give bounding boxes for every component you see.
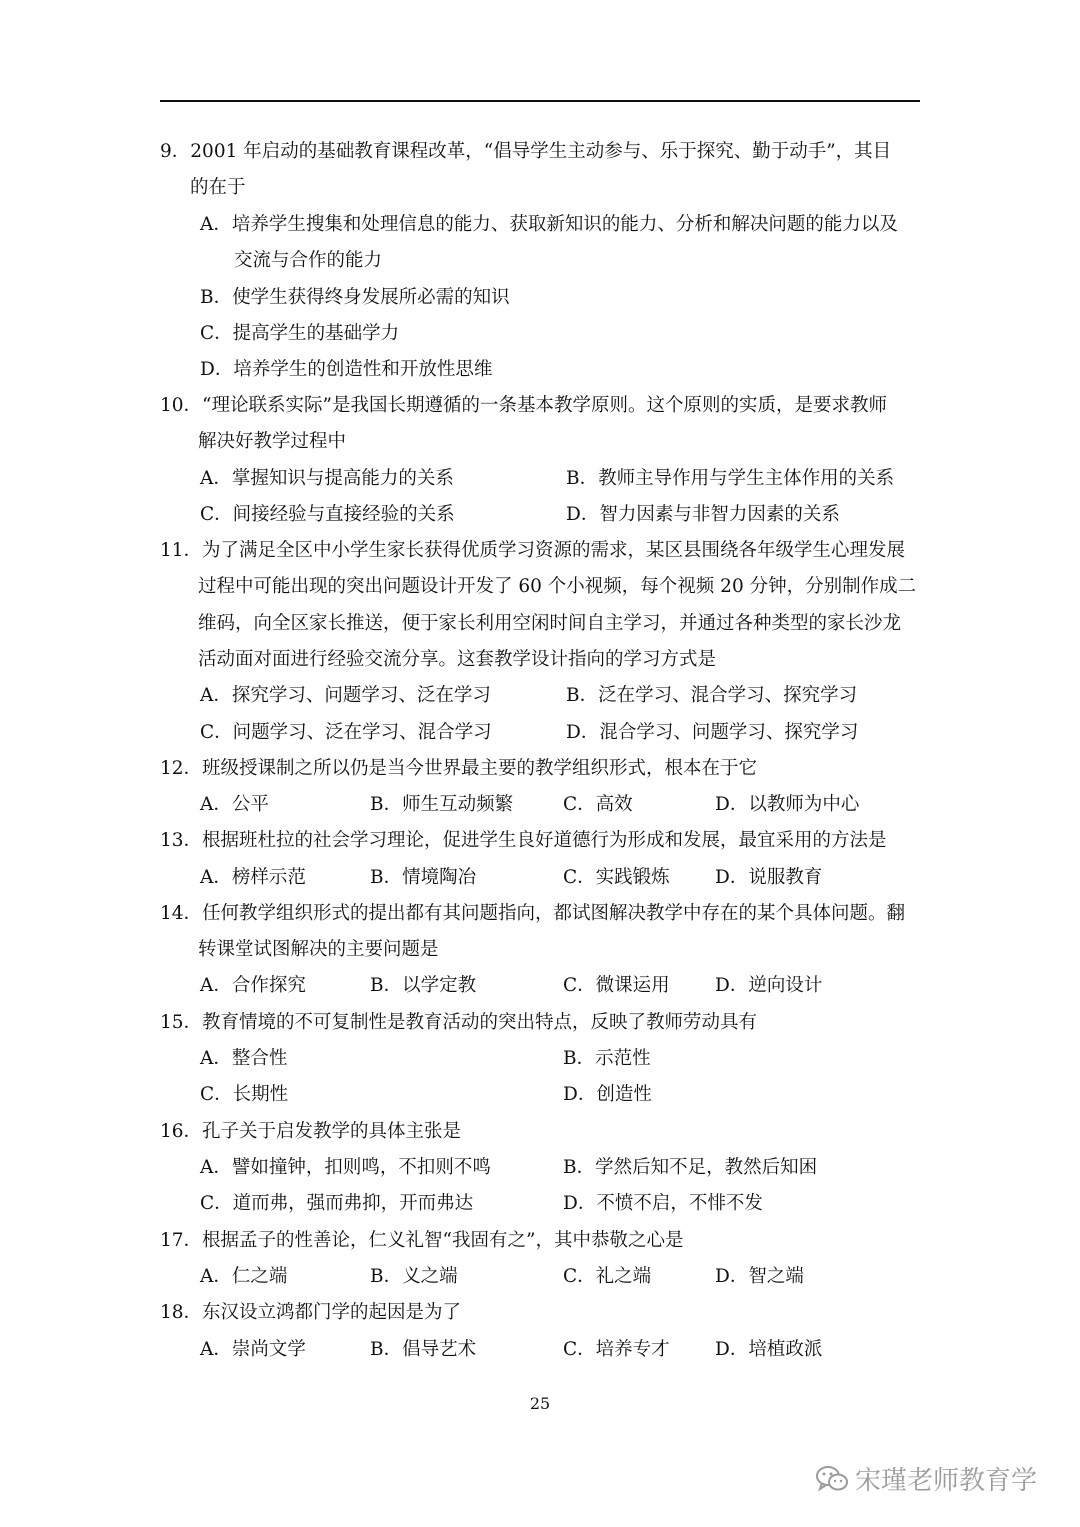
wechat-icon: [815, 1464, 849, 1494]
question-10: [160, 388, 920, 461]
option-a: A．崇尚文学: [200, 1339, 306, 1360]
option-c: C．间接经验与直接经验的关系: [200, 504, 455, 525]
option-c: C．提高学生的基础学力: [200, 323, 400, 344]
option-b: B．以学定教: [370, 975, 477, 996]
stem-line: “理论联系实际”是我国长期遵循的一条基本教学原则。这个原则的实质，是要求教师: [202, 395, 887, 416]
option-a: A．榜样示范: [200, 867, 306, 888]
stem-line: 教育情境的不可复制性是教育活动的突出特点，反映了教师劳动具有: [202, 1012, 758, 1033]
stem-line: 为了满足全区中小学生家长获得优质学习资源的需求，某区县围绕各年级学生心理发展: [202, 540, 906, 561]
question-number: 12．: [160, 758, 203, 779]
question-stem: [160, 388, 920, 424]
question-number: 10．: [160, 395, 203, 416]
question-17: [160, 1223, 920, 1259]
option-a: A．探究学习、问题学习、泛在学习: [200, 685, 491, 706]
question-number: 11．: [160, 540, 203, 561]
question-15: [160, 1005, 920, 1041]
question-9: [160, 134, 920, 207]
stem-line: 根据班杜拉的社会学习理论，促进学生良好道德行为形成和发展，最宜采用的方法是: [202, 830, 887, 851]
question-12: [160, 751, 920, 787]
header-rule: [160, 100, 920, 102]
question-stem: [160, 134, 920, 170]
option-a: A．譬如撞钟，扣则鸣，不扣则不鸣: [200, 1157, 491, 1178]
option-c: C．高效: [563, 794, 633, 815]
option-d: D．逆向设计: [715, 975, 823, 996]
question-stem: [160, 1005, 920, 1041]
page-number: 25: [529, 1394, 551, 1413]
option-d: D．智之端: [715, 1266, 804, 1287]
stem-line: 东汉设立鸿都门学的起因是为了: [202, 1302, 462, 1323]
option-b: B．师生互动频繁: [370, 794, 514, 815]
stem-line: 2001 年启动的基础教育课程改革，“倡导学生主动参与、乐于探究、勤于动手”，其目: [190, 141, 892, 162]
question-11: [160, 533, 920, 678]
question-18: [160, 1295, 920, 1331]
option-b: B．情境陶冶: [370, 867, 477, 888]
option-a: A．整合性: [200, 1048, 288, 1069]
option-b: B．使学生获得终身发展所必需的知识: [200, 287, 510, 308]
option-b: B．学然后知不足，教然后知困: [563, 1157, 818, 1178]
option-c: C．长期性: [200, 1084, 289, 1105]
question-stem: [160, 1114, 920, 1150]
question-stem: [160, 823, 920, 859]
option-b: B．倡导艺术: [370, 1339, 477, 1360]
option-d: D．创造性: [563, 1084, 652, 1105]
stem-line: 转课堂试图解决的主要问题是: [198, 939, 439, 961]
question-number: 9．: [160, 141, 191, 162]
option-b: B．义之端: [370, 1266, 458, 1287]
stem-line: 活动面对面进行经验交流分享。这套教学设计指向的学习方式是: [198, 648, 717, 670]
stem-line: 根据孟子的性善论，仁义礼智“我固有之”，其中恭敬之心是: [202, 1230, 684, 1251]
question-number: 13．: [160, 830, 203, 851]
option-d: D．以教师为中心: [715, 794, 860, 815]
question-stem: [160, 533, 920, 569]
option-a: A．掌握知识与提高能力的关系: [200, 468, 454, 489]
question-number: 14．: [160, 903, 203, 924]
option-d: D．不愤不启，不悱不发: [563, 1193, 763, 1214]
option-d: D．说服教育: [715, 867, 823, 888]
question-stem: [160, 1223, 920, 1259]
question-16: [160, 1114, 920, 1150]
stem-line: 的在于: [190, 177, 246, 199]
option-c: C．培养专才: [563, 1339, 670, 1360]
stem-line: 维码，向全区家长推送，便于家长利用空闲时间自主学习，并通过各种类型的家长沙龙: [198, 612, 902, 634]
option-d: D．培养学生的创造性和开放性思维: [200, 359, 493, 380]
option-c: C．礼之端: [563, 1266, 652, 1287]
question-stem: [160, 751, 920, 787]
question-stem: [160, 896, 920, 932]
stem-line: 班级授课制之所以仍是当今世界最主要的教学组织形式，根本在于它: [202, 758, 758, 779]
option-a: A．合作探究: [200, 975, 306, 996]
option-b: B．示范性: [563, 1048, 651, 1069]
option-d: D．混合学习、问题学习、探究学习: [566, 722, 859, 743]
option-b: B．泛在学习、混合学习、探究学习: [566, 685, 858, 706]
stem-line: 孔子关于启发教学的具体主张是: [202, 1121, 462, 1142]
option-a: A．仁之端: [200, 1266, 288, 1287]
watermark-text: 宋瑾老师教育学: [855, 1466, 1038, 1496]
option-a: A．培养学生搜集和处理信息的能力、获取新知识的能力、分析和解决问题的能力以及: [200, 214, 898, 235]
stem-line: 解决好教学过程中: [198, 431, 347, 453]
question-14: [160, 896, 920, 969]
question-13: [160, 823, 920, 859]
option-a-continued: 交流与合作的能力: [234, 250, 383, 271]
option-d: D．培植政派: [715, 1339, 823, 1360]
watermark: [815, 1460, 1037, 1497]
option-a: A．公平: [200, 794, 269, 815]
option-c: C．道而弗，强而弗抑，开而弗达: [200, 1193, 474, 1214]
stem-line: 过程中可能出现的突出问题设计开发了 60 个小视频，每个视频 20 分钟，分别制作成二: [198, 576, 917, 598]
option-c: C．实践锻炼: [563, 867, 670, 888]
question-number: 17．: [160, 1230, 203, 1251]
question-number: 15．: [160, 1012, 203, 1033]
question-number: 18．: [160, 1302, 203, 1323]
stem-line: 任何教学组织形式的提出都有其问题指向，都试图解决教学中存在的某个具体问题。翻: [202, 903, 906, 924]
option-d: D．智力因素与非智力因素的关系: [566, 504, 840, 525]
option-c: C．微课运用: [563, 975, 670, 996]
question-stem: [160, 1295, 920, 1331]
option-b: B．教师主导作用与学生主体作用的关系: [566, 468, 895, 489]
option-c: C．问题学习、泛在学习、混合学习: [200, 722, 492, 743]
question-number: 16．: [160, 1121, 203, 1142]
